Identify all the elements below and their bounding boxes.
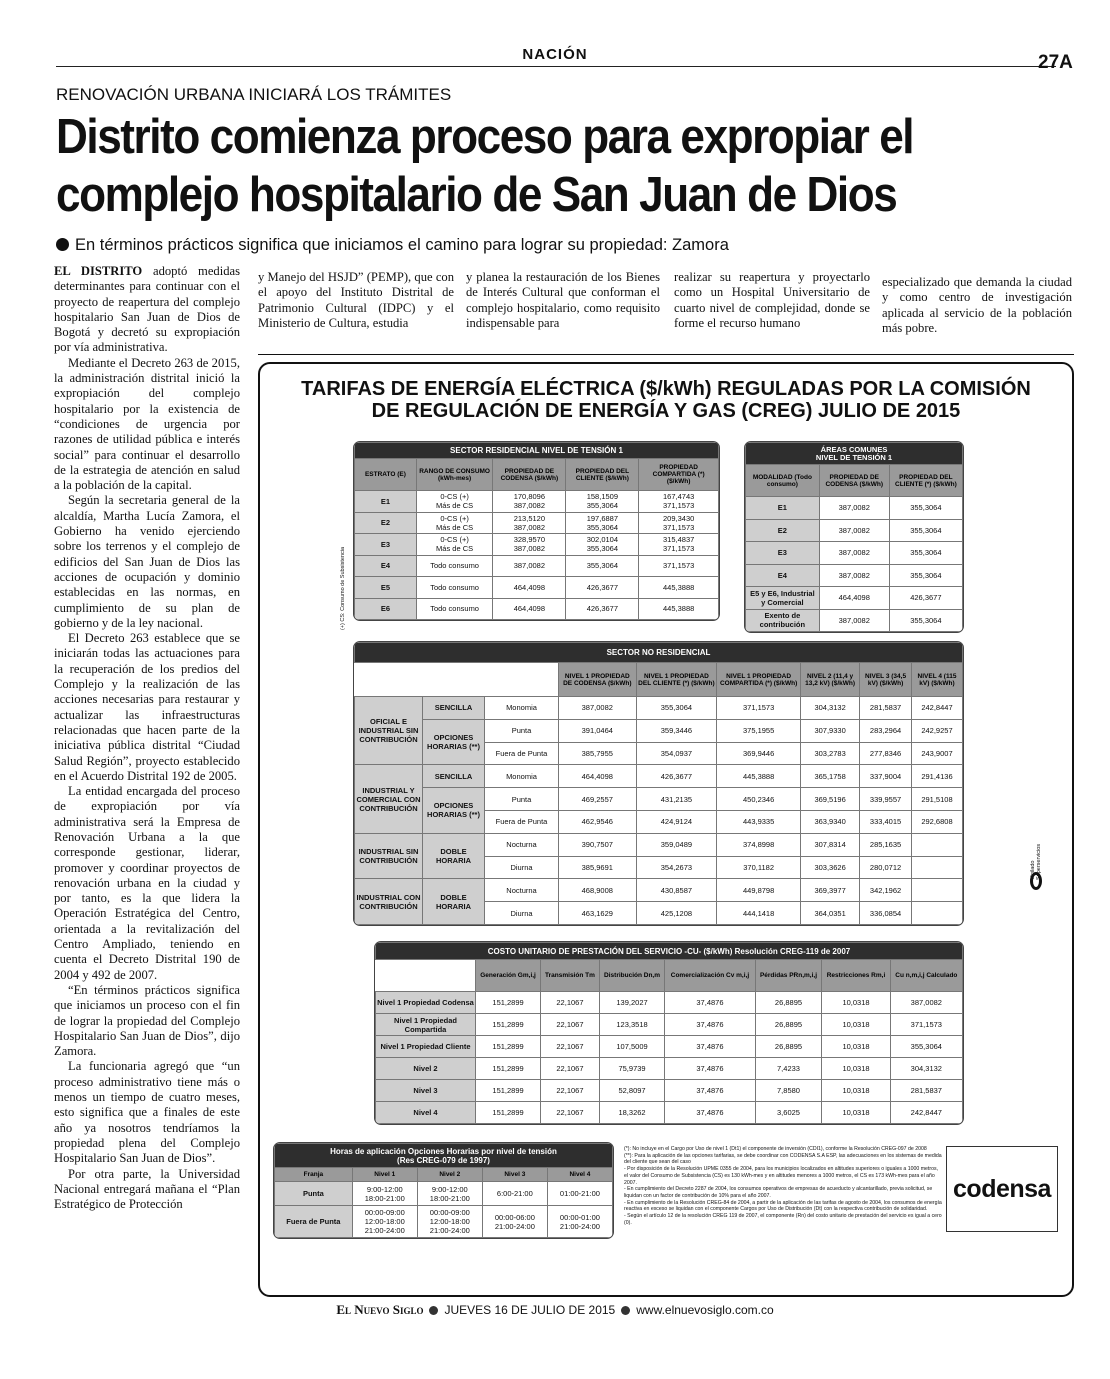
value-cell: 464,4098 (493, 577, 566, 599)
modality-cell: Exento de contribución (746, 609, 820, 632)
value-cell: 387,0082 (819, 519, 889, 542)
value-cell: 37,4876 (665, 1014, 755, 1036)
value-cell: 22,1067 (541, 1080, 600, 1102)
level-cell: Nivel 4 (376, 1102, 476, 1124)
paragraph: “En términos prácticos significa que iniciamos un proceso con el fin de lograr la propiedad del Complejo Hospitalario San Juan de Dios”, dijo Zamora. (54, 982, 240, 1059)
value-cell: 355,3064 (889, 542, 962, 565)
value-cell: 00:00-06:00 21:00-24:00 (482, 1206, 547, 1238)
non-residential-table (353, 641, 964, 926)
footnote: - Por disposición de la Resolución UPME 0355 de 2004, para los municipios localizados en altitudes superiores o iguales a 1000 metros, el valor del Consumo de Subsistencia (CS) es 130 kWh-mes y en altitudes menores a 1000 metros, el CS es 173 kWh-mes para el año 2007. (624, 1166, 939, 1186)
value-cell: 9:00-12:00 18:00-21:00 (352, 1182, 417, 1206)
value-cell: 37,4876 (665, 1036, 755, 1058)
value-cell: 292,6808 (911, 810, 962, 833)
article-column-1 (54, 264, 240, 1212)
common-areas-title-l1: ÁREAS COMUNES (820, 444, 888, 454)
value-cell: 26,8895 (755, 1014, 822, 1036)
table-row (355, 598, 719, 620)
value-cell: 387,0082 (819, 609, 889, 632)
footnote: - En cumplimiento del Decreto 2287 de 2004, los consumos operativos de empresas de acueducto y alcantarillado, previa solicitud, se liquidan con un factor de contribución de 10% para el año 2007. (624, 1186, 933, 1199)
col-header: Nivel 3 (482, 1168, 547, 1182)
range-cell: Todo consumo (416, 555, 492, 577)
tariff-title-line-1: TARIFAS DE ENERGÍA ELÉCTRICA ($/kWh) REGULADAS POR LA COMISIÓN (301, 378, 1031, 400)
value-cell: 167,4743 371,1573 (639, 491, 719, 513)
vigilado-label: Vigilado Superservicios (1030, 843, 1042, 880)
table-row (376, 1080, 963, 1102)
paragraph: La funcionaria agregó que “un proceso administrativo tiene más o menos un tiempo de cuatro meses, esto significa que a finales de este año ya nosotros tendríamos la propiedad plena del Complejo Hospitalario San Juan de Dios”. (54, 1059, 240, 1166)
table-row (355, 577, 719, 599)
table-row (355, 765, 963, 788)
value-cell: 364,0351 (801, 902, 860, 925)
value-cell: 291,5108 (911, 788, 962, 811)
value-cell: 281,5837 (860, 697, 912, 720)
value-cell: 355,3064 (889, 519, 962, 542)
value-cell: 369,9446 (717, 742, 801, 765)
value-cell: 00:00-01:00 21:00-24:00 (547, 1206, 612, 1238)
value-cell: 307,9330 (801, 719, 860, 742)
value-cell: 333,4015 (860, 810, 912, 833)
paragraph-text: adoptó medidas determinantes para continuar con el proyecto de reapertura del complejo hospitalario San Juan de Dios de Bogotá y decretó su expropiación por vía administrativa. (54, 264, 240, 355)
col-header: NIVEL 1 PROPIEDAD DE CODENSA ($/kWh) (559, 663, 637, 697)
value-cell: 151,2899 (476, 1058, 541, 1080)
value-cell: 463,1629 (559, 902, 637, 925)
table-row (376, 1014, 963, 1036)
website-link[interactable]: www.elnuevosiglo.com.co (636, 1303, 774, 1317)
level-cell: Nivel 1 Propiedad Codensa (376, 992, 476, 1014)
paragraph (54, 264, 240, 356)
value-cell: 209,3430 371,1573 (639, 512, 719, 534)
residential-side-note: (+) CS: Consumo de Subsistencia (340, 547, 346, 630)
value-cell: 151,2899 (476, 1014, 541, 1036)
col-header: NIVEL 3 (34,5 kV) ($/kWh) (860, 663, 912, 697)
table-row (355, 697, 963, 720)
value-cell: 371,1573 (890, 1014, 962, 1036)
col-header: Comercialización Cv m,i,j (665, 960, 755, 992)
value-cell: 450,2346 (717, 788, 801, 811)
value-cell: 213,5120 387,0082 (493, 512, 566, 534)
value-cell: 387,0082 (819, 542, 889, 565)
value-cell: 280,0712 (860, 856, 912, 879)
value-cell: 424,9124 (636, 810, 717, 833)
deck-text: En términos prácticos significa que iniciamos el camino para lograr su propiedad: Zamora (75, 236, 729, 254)
value-cell: 369,5196 (801, 788, 860, 811)
value-cell (911, 833, 962, 856)
value-cell: 22,1067 (541, 1102, 600, 1124)
value-cell: 304,3132 (890, 1058, 962, 1080)
hours-title-l2: (Res CREG-079 de 1997) (397, 1155, 490, 1165)
value-cell: 10,0318 (822, 1014, 890, 1036)
hours-table (273, 1142, 614, 1239)
option-cell: SENCILLA (423, 697, 485, 720)
band-cell: Nocturna (485, 833, 559, 856)
value-cell: 464,4098 (493, 598, 566, 620)
value-cell: 387,0082 (819, 497, 889, 520)
table-row (746, 609, 963, 632)
value-cell: 359,0489 (636, 833, 717, 856)
band-cell: Punta (275, 1182, 353, 1206)
value-cell: 371,1573 (717, 697, 801, 720)
value-cell: 26,8895 (755, 992, 822, 1014)
value-cell: 426,3677 (889, 587, 962, 610)
table-row (355, 879, 963, 902)
modality-cell: E1 (746, 497, 820, 520)
footnote: - En cumplimiento de la Resolución CREG-84 de 2004, a partir de la aplicación de las tarifas de agosto de 2004, los consumos de energía reactiva en exceso se liquidan con el componente Cargos por Uso de Distribución (Dt) con la respectiva contribución de solidaridad. (624, 1199, 942, 1213)
value-cell: 302,0104 355,3064 (566, 534, 639, 556)
col-header: Transmisión Tm (541, 960, 600, 992)
value-cell: 328,9570 387,0082 (493, 534, 566, 556)
table-row (376, 1102, 963, 1124)
value-cell: 374,8998 (717, 833, 801, 856)
tariff-title (270, 378, 1062, 422)
modality-cell: E2 (746, 519, 820, 542)
value-cell: 7,8580 (755, 1080, 822, 1102)
value-cell: 303,2783 (801, 742, 860, 765)
headline: Distrito comienza proceso para expropiar el complejo hospitalario de San Juan de Dios (56, 110, 914, 222)
value-cell: 151,2899 (476, 992, 541, 1014)
modality-cell: E3 (746, 542, 820, 565)
value-cell: 151,2899 (476, 1102, 541, 1124)
table-row (746, 587, 963, 610)
value-cell: 281,5837 (890, 1080, 962, 1102)
table-row (376, 1058, 963, 1080)
option-cell: DOBLE HORARIA (423, 833, 485, 879)
range-cell: 0-CS (+) Más de CS (416, 534, 492, 556)
col-header: ESTRATO (E) (355, 459, 417, 491)
value-cell: 10,0318 (822, 1080, 890, 1102)
col-header: NIVEL 4 (115 kV) ($/kWh) (911, 663, 962, 697)
value-cell: 387,0082 (819, 564, 889, 587)
common-areas-table (744, 441, 964, 633)
value-cell: 443,9335 (717, 810, 801, 833)
value-cell: 107,5009 (599, 1036, 664, 1058)
value-cell: 365,1758 (801, 765, 860, 788)
value-cell: 375,1955 (717, 719, 801, 742)
article-column-3: y planea la restauración de los Bienes de Interés Cultural que conforman el complejo hospitalario, como requisito indispensable para (466, 270, 660, 330)
value-cell: 387,0082 (559, 697, 637, 720)
value-cell: 291,4136 (911, 765, 962, 788)
value-cell: 355,3064 (890, 1036, 962, 1058)
table-row (355, 491, 719, 513)
range-cell: Todo consumo (416, 598, 492, 620)
value-cell: 10,0318 (822, 1102, 890, 1124)
level-cell: Nivel 2 (376, 1058, 476, 1080)
value-cell: 197,6887 355,3064 (566, 512, 639, 534)
table-row (275, 1206, 613, 1238)
band-cell: Punta (485, 719, 559, 742)
value-cell: 304,3132 (801, 697, 860, 720)
value-cell: 26,8895 (755, 1036, 822, 1058)
value-cell (911, 902, 962, 925)
footer (0, 1302, 1110, 1318)
value-cell: 22,1067 (541, 1036, 600, 1058)
table-row (355, 719, 963, 742)
col-header: Franja (275, 1168, 353, 1182)
page-number: 27A (1038, 52, 1073, 73)
table-row (355, 833, 963, 856)
value-cell: 354,2673 (636, 856, 717, 879)
value-cell: 371,1573 (639, 555, 719, 577)
band-cell: Punta (485, 788, 559, 811)
col-header: Nivel 1 (352, 1168, 417, 1182)
value-cell: 464,4098 (559, 765, 637, 788)
value-cell: 444,1418 (717, 902, 801, 925)
value-cell: 243,9007 (911, 742, 962, 765)
paragraph: La entidad encargada del proceso de expropiación por vía administrativa será la Empresa de Renovación Urbana a la que corresponde gestionar, liderar, promover y coordinar proyectos de renovación urbana en la ciudad y por tanto, es la que lidera la Operación Estratégica del Centro, orientada a la revitalización del Centro Ampliado, teniendo en cuenta el Decreto Distrital 190 de 2004 y 492 de 2007. (54, 784, 240, 982)
stratum-cell: E3 (355, 534, 417, 556)
level-cell: Nivel 1 Propiedad Compartida (376, 1014, 476, 1036)
footnote: - Según el artículo 12 de la resolución CREG 119 de 2007, el componente (Rn) del costo unitario de prestación del servicio es igual a cero (0). (624, 1213, 942, 1226)
footnotes (624, 1146, 942, 1226)
deck (56, 236, 729, 255)
value-cell: 462,9546 (559, 810, 637, 833)
value-cell: 431,2135 (636, 788, 717, 811)
bullet-icon (621, 1306, 630, 1315)
header-rule (56, 66, 1056, 67)
value-cell: 170,8096 387,0082 (493, 491, 566, 513)
bullet-icon (56, 238, 69, 251)
col-header: MODALIDAD (Todo consumo) (746, 465, 820, 497)
option-cell: OPCIONES HORARIAS (**) (423, 719, 485, 765)
value-cell: 391,0464 (559, 719, 637, 742)
col-header: PROPIEDAD DEL CLIENTE (*) ($/kWh) (889, 465, 962, 497)
band-cell: Diurna (485, 902, 559, 925)
non-residential-title: SECTOR NO RESIDENCIAL (355, 643, 963, 663)
value-cell: 303,3626 (801, 856, 860, 879)
value-cell: 283,2964 (860, 719, 912, 742)
value-cell: 10,0318 (822, 1058, 890, 1080)
band-cell: Monomia (485, 765, 559, 788)
value-cell: 426,3677 (566, 577, 639, 599)
value-cell: 139,2027 (599, 992, 664, 1014)
value-cell: 242,8447 (911, 697, 962, 720)
option-cell: OPCIONES HORARIAS (**) (423, 788, 485, 834)
col-header: PROPIEDAD DE CODENSA ($/kWh) (819, 465, 889, 497)
col-header: PROPIEDAD COMPARTIDA (*) ($/kWh) (639, 459, 719, 491)
value-cell: 75,9739 (599, 1058, 664, 1080)
col-header: PROPIEDAD DE CODENSA ($/kWh) (493, 459, 566, 491)
bullet-icon (429, 1306, 438, 1315)
option-cell: DOBLE HORARIA (423, 879, 485, 925)
article-column-5: especializado que demanda la ciudad y como centro de investigación aplicada al servicio de la población más pobre. (882, 275, 1072, 335)
table-row (746, 564, 963, 587)
article-column-2: y Manejo del HSJD” (PEMP), que con el apoyo del Instituto Distrital de Patrimonio Cultural (IDPC) y el Ministerio de Cultura, estudia (258, 270, 454, 330)
table-row (355, 555, 719, 577)
value-cell: 425,1208 (636, 902, 717, 925)
table-row (275, 1182, 613, 1206)
table-row (746, 519, 963, 542)
value-cell: 355,3064 (566, 555, 639, 577)
value-cell: 277,8346 (860, 742, 912, 765)
paragraph: Por otra parte, la Universidad Nacional entregará mañana el “Plan Estratégico de Protección (54, 1166, 240, 1212)
value-cell: 445,3888 (639, 577, 719, 599)
col-header: Cu n,m,i,j Calculado (890, 960, 962, 992)
value-cell: 354,0937 (636, 742, 717, 765)
value-cell: 387,0082 (493, 555, 566, 577)
option-cell: SENCILLA (423, 765, 485, 788)
value-cell: 37,4876 (665, 1080, 755, 1102)
value-cell: 9:00-12:00 18:00-21:00 (417, 1182, 482, 1206)
modality-cell: E5 y E6, Industrial y Comercial (746, 587, 820, 610)
residential-table (353, 441, 720, 621)
col-header: Generación Gm,i,j (476, 960, 541, 992)
table-row (355, 512, 719, 534)
value-cell: 3,6025 (755, 1102, 822, 1124)
col-header: Pérdidas PRn,m,i,j (755, 960, 822, 992)
paragraph: Mediante el Decreto 263 de 2015, la administración distrital inició la expropiación del complejo hospitalario por la existencia de “condiciones de urgencia por razones de utilidad pública e interés social” para continuar el desarrollo de la estrategia de atención en salud a la población de la capital. (54, 355, 240, 493)
table-row (746, 497, 963, 520)
footnote: (*): No incluye en el Cargo por Uso de nivel 1 (Dt1) el componente de inversión (CDI1), conforme la Resolución CREG-097 de 2008 (624, 1146, 927, 1152)
stratum-cell: E4 (355, 555, 417, 577)
modality-cell: E4 (746, 564, 820, 587)
value-cell: 307,8314 (801, 833, 860, 856)
col-header: PROPIEDAD DEL CLIENTE ($/kWh) (566, 459, 639, 491)
value-cell: 370,1182 (717, 856, 801, 879)
col-header: Distribución Dn,m (599, 960, 664, 992)
sector-cell: INDUSTRIAL CON CONTRIBUCIÓN (355, 879, 423, 925)
value-cell: 449,8798 (717, 879, 801, 902)
value-cell: 158,1509 355,3064 (566, 491, 639, 513)
col-header: Restricciones Rm,i (822, 960, 890, 992)
value-cell: 7,4233 (755, 1058, 822, 1080)
stratum-cell: E1 (355, 491, 417, 513)
band-cell: Diurna (485, 856, 559, 879)
value-cell: 445,3888 (717, 765, 801, 788)
value-cell: 22,1067 (541, 1014, 600, 1036)
value-cell: 151,2899 (476, 1080, 541, 1102)
sector-cell: INDUSTRIAL SIN CONTRIBUCIÓN (355, 833, 423, 879)
col-header: RANGO DE CONSUMO (kWh-mes) (416, 459, 492, 491)
value-cell: 336,0854 (860, 902, 912, 925)
residential-title: SECTOR RESIDENCIAL NIVEL DE TENSIÓN 1 (355, 443, 719, 459)
value-cell: 464,4098 (819, 587, 889, 610)
value-cell: 355,3064 (889, 564, 962, 587)
unit-cost-title: COSTO UNITARIO DE PRESTACIÓN DEL SERVICIO -CU- ($/kWh) Resolución CREG-119 de 2007 (376, 943, 963, 960)
value-cell: 22,1067 (541, 1058, 600, 1080)
band-cell: Monomia (485, 697, 559, 720)
col-header: Nivel 2 (417, 1168, 482, 1182)
value-cell: 387,0082 (890, 992, 962, 1014)
issue-date: JUEVES 16 DE JULIO DE 2015 (444, 1303, 616, 1317)
value-cell: 426,3677 (636, 765, 717, 788)
lead-in: EL DISTRITO (54, 264, 143, 278)
common-areas-title (746, 443, 963, 465)
table-row (355, 788, 963, 811)
table-row (355, 534, 719, 556)
range-cell: 0-CS (+) Más de CS (416, 491, 492, 513)
table-row (746, 542, 963, 565)
value-cell: 242,9257 (911, 719, 962, 742)
value-cell: 37,4876 (665, 1058, 755, 1080)
value-cell: 430,8587 (636, 879, 717, 902)
stratum-cell: E6 (355, 598, 417, 620)
value-cell (911, 856, 962, 879)
value-cell: 390,7507 (559, 833, 637, 856)
band-cell: Fuera de Punta (485, 742, 559, 765)
table-row (376, 992, 963, 1014)
range-cell: 0-CS (+) Más de CS (416, 512, 492, 534)
value-cell: 355,3064 (636, 697, 717, 720)
level-cell: Nivel 1 Propiedad Cliente (376, 1036, 476, 1058)
superservicios-icon (1030, 872, 1042, 890)
col-header: NIVEL 1 PROPIEDAD DEL CLIENTE (*) ($/kWh) (636, 663, 717, 697)
tariff-box-top-rule (258, 354, 1074, 355)
value-cell: 342,1962 (860, 879, 912, 902)
value-cell: 426,3677 (566, 598, 639, 620)
kicker: RENOVACIÓN URBANA INICIARÁ LOS TRÁMITES (56, 85, 452, 104)
value-cell: 337,9004 (860, 765, 912, 788)
paragraph: Según la secretaria general de la alcaldía, Martha Lucía Zamora, el Gobierno ha venido ejerciendo sobre los terrenos y el complejo de edificios del San Juan de Dios las acciones de ocupación y dominio establecidas en las normas, en cumplimiento de su plan de gobierno y de la ley nacional. (54, 493, 240, 630)
hours-title-l1: Horas de aplicación Opciones Horarias por nivel de tensión (330, 1146, 557, 1156)
value-cell: 10,0318 (822, 1036, 890, 1058)
hours-title (275, 1144, 613, 1168)
unit-cost-table (374, 941, 964, 1125)
value-cell: 355,3064 (889, 497, 962, 520)
value-cell: 369,3977 (801, 879, 860, 902)
codensa-logo: codensa (946, 1146, 1058, 1232)
value-cell: 18,3262 (599, 1102, 664, 1124)
stratum-cell: E5 (355, 577, 417, 599)
value-cell: 315,4837 371,1573 (639, 534, 719, 556)
footnote: (**): Para la aplicación de las opciones tarifarias, se debe coordinar con CODENSA S.A ESP, las adecuaciones en los sistemas de medida del cliente que sean del caso (624, 1152, 942, 1166)
value-cell: 285,1635 (860, 833, 912, 856)
value-cell: 385,9691 (559, 856, 637, 879)
value-cell: 355,3064 (889, 609, 962, 632)
paragraph: El Decreto 263 establece que se iniciarán todas las actuaciones para la recuperación de los predios del Complejo y la realización de las acciones necesarias para restaurar y actualizar las infraestructuras relacionadas que hacen parte de la iniciativa pública distrital “Ciudad Salud Región”, proyecto establecido en el Acuerdo Distrital 192 de 2005. (54, 631, 240, 783)
band-cell: Fuera de Punta (485, 810, 559, 833)
col-header: NIVEL 2 (11,4 y 13,2 kV) ($/kWh) (801, 663, 860, 697)
value-cell: 359,3446 (636, 719, 717, 742)
value-cell: 10,0318 (822, 992, 890, 1014)
value-cell: 123,3518 (599, 1014, 664, 1036)
common-areas-title-l2: NIVEL DE TENSIÓN 1 (815, 452, 893, 462)
level-cell: Nivel 3 (376, 1080, 476, 1102)
col-header: NIVEL 1 PROPIEDAD COMPARTIDA (*) ($/kWh) (717, 663, 801, 697)
value-cell: 6:00-21:00 (482, 1182, 547, 1206)
table-row (376, 1036, 963, 1058)
tariff-title-line-2: DE REGULACIÓN DE ENERGÍA Y GAS (CREG) JULIO DE 2015 (371, 400, 961, 422)
section-label: NACIÓN (522, 46, 588, 63)
value-cell: 385,7955 (559, 742, 637, 765)
value-cell: 468,9008 (559, 879, 637, 902)
value-cell: 445,3888 (639, 598, 719, 620)
band-cell: Fuera de Punta (275, 1206, 353, 1238)
article-column-4: realizar su reapertura y proyectarlo como un Hospital Universitario de cuarto nivel de complejidad, donde se forme el recurso humano (674, 270, 870, 330)
sector-cell: INDUSTRIAL Y COMERCIAL CON CONTRIBUCIÓN (355, 765, 423, 833)
value-cell: 01:00-21:00 (547, 1182, 612, 1206)
value-cell: 151,2899 (476, 1036, 541, 1058)
value-cell: 242,8447 (890, 1102, 962, 1124)
sector-cell: OFICIAL E INDUSTRIAL SIN CONTRIBUCIÓN (355, 697, 423, 765)
newspaper-name: El Nuevo Siglo (336, 1302, 424, 1317)
value-cell: 469,2557 (559, 788, 637, 811)
value-cell: 37,4876 (665, 1102, 755, 1124)
range-cell: Todo consumo (416, 577, 492, 599)
value-cell: 22,1067 (541, 992, 600, 1014)
value-cell: 363,9340 (801, 810, 860, 833)
value-cell: 339,9557 (860, 788, 912, 811)
value-cell: 00:00-09:00 12:00-18:00 21:00-24:00 (352, 1206, 417, 1238)
value-cell: 00:00-09:00 12:00-18:00 21:00-24:00 (417, 1206, 482, 1238)
col-header: Nivel 4 (547, 1168, 612, 1182)
value-cell: 52,8097 (599, 1080, 664, 1102)
value-cell (911, 879, 962, 902)
band-cell: Nocturna (485, 879, 559, 902)
stratum-cell: E2 (355, 512, 417, 534)
value-cell: 37,4876 (665, 992, 755, 1014)
